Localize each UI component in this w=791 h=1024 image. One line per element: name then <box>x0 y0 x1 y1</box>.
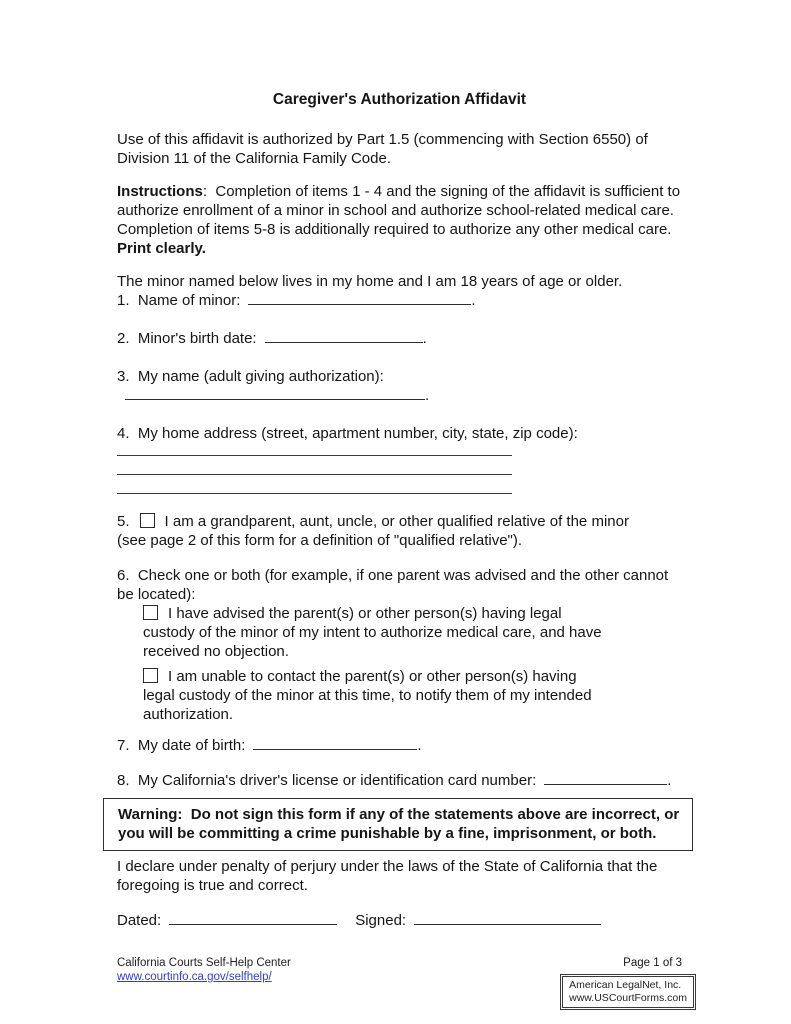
instructions-label: Instructions <box>117 183 203 200</box>
period: . <box>471 292 476 309</box>
item-6-option-2 <box>143 667 603 724</box>
item-1-label: 1. Name of minor: <box>117 292 241 309</box>
item-6-option-1 <box>143 604 613 661</box>
item-4-label: 4. My home address (street, apartment number, city, state, zip code): <box>117 425 578 442</box>
declaration-paragraph: I declare under penalty of perjury under the laws of the State of California that the foregoing is true and correct. <box>117 858 662 894</box>
legalnet-line-2: www.USCourtForms.com <box>569 992 687 1004</box>
legalnet-box <box>562 976 694 1008</box>
signed-label: Signed: <box>355 912 407 929</box>
instructions-paragraph <box>117 182 685 258</box>
home-address-line-3[interactable] <box>117 475 512 494</box>
item-6-option-1-text: I have advised the parent(s) or other person(s) having legal custody of the minor of my intent to authorize medical care, and have received no objection. <box>143 605 606 660</box>
item-6-option-2-text: I am unable to contact the parent(s) or other person(s) having legal custody of the minor at this time, to notify them of my intended authorization. <box>143 668 596 723</box>
item-3-label: 3. My name (adult giving authorization): <box>117 368 384 385</box>
period: . <box>425 387 430 404</box>
item-7 <box>117 736 682 755</box>
unable-to-contact-checkbox[interactable] <box>143 668 158 683</box>
legalnet-line-1: American LegalNet, Inc. <box>569 979 682 991</box>
period: . <box>417 737 422 754</box>
page-title: Caregiver's Authorization Affidavit <box>272 91 527 108</box>
advised-checkbox[interactable] <box>143 605 158 620</box>
signed-blank[interactable] <box>414 911 601 925</box>
license-number-blank[interactable] <box>544 771 667 785</box>
item-8-label: 8. My California's driver's license or identification card number: <box>117 772 537 789</box>
instructions-body: Completion of items 1 - 4 and the signing of the affidavit is sufficient to authorize enrollment of a minor in school and authorize school-related medical care. Completion of items 5-8 is additionally required to authorize any other medical care. <box>117 183 685 238</box>
item-5-line-2: (see page 2 of this form for a definition of "qualified relative"). <box>117 532 523 549</box>
home-address-line-2[interactable] <box>117 456 512 475</box>
warning-text: Warning: Do not sign this form if any of the statements above are incorrect, or you will be committing a crime punishable by a fine, imprisonment, or both. <box>118 806 684 842</box>
selfhelp-link[interactable]: www.courtinfo.ca.gov/selfhelp/ <box>117 971 272 983</box>
item-5-number: 5. <box>117 513 130 530</box>
period: . <box>667 772 672 789</box>
footer-left <box>117 956 291 984</box>
item-2-label: 2. Minor's birth date: <box>117 330 257 347</box>
page-footer <box>117 956 687 1008</box>
item-1 <box>117 291 682 310</box>
dated-blank[interactable] <box>169 911 337 925</box>
dated-label: Dated: <box>117 912 162 929</box>
adult-name-blank[interactable] <box>125 386 425 400</box>
selfhelp-center-label: California Courts Self-Help Center <box>117 957 291 969</box>
warning-box <box>103 798 693 851</box>
date-of-birth-blank[interactable] <box>253 736 417 750</box>
intro-paragraph: Use of this affidavit is authorized by Part 1.5 (commencing with Section 6550) of Division 11 of the California Family Code. <box>117 131 652 167</box>
qualified-relative-checkbox[interactable] <box>140 513 155 528</box>
item-7-label: 7. My date of birth: <box>117 737 246 754</box>
print-clearly-emphasis: Print clearly. <box>117 240 206 257</box>
name-of-minor-blank[interactable] <box>248 291 471 305</box>
item-3 <box>117 367 682 405</box>
minor-statement: The minor named below lives in my home and I am 18 years of age or older. <box>117 273 623 290</box>
footer-right <box>562 956 687 1008</box>
item-5 <box>117 512 682 550</box>
item-8 <box>117 771 682 790</box>
instructions-separator: : <box>202 183 216 200</box>
birth-date-blank[interactable] <box>265 329 423 343</box>
page-number: Page 1 of 3 <box>623 957 682 969</box>
item-6-label: 6. Check one or both (for example, if one parent was advised and the other cannot be located): <box>117 567 673 603</box>
item-5-line-1 <box>117 512 682 531</box>
item-5-statement: I am a grandparent, aunt, uncle, or other qualified relative of the minor <box>164 513 629 530</box>
dated-signed-row <box>117 911 682 930</box>
item-2 <box>117 329 682 348</box>
period: . <box>422 330 427 347</box>
home-address-lines <box>117 437 682 494</box>
